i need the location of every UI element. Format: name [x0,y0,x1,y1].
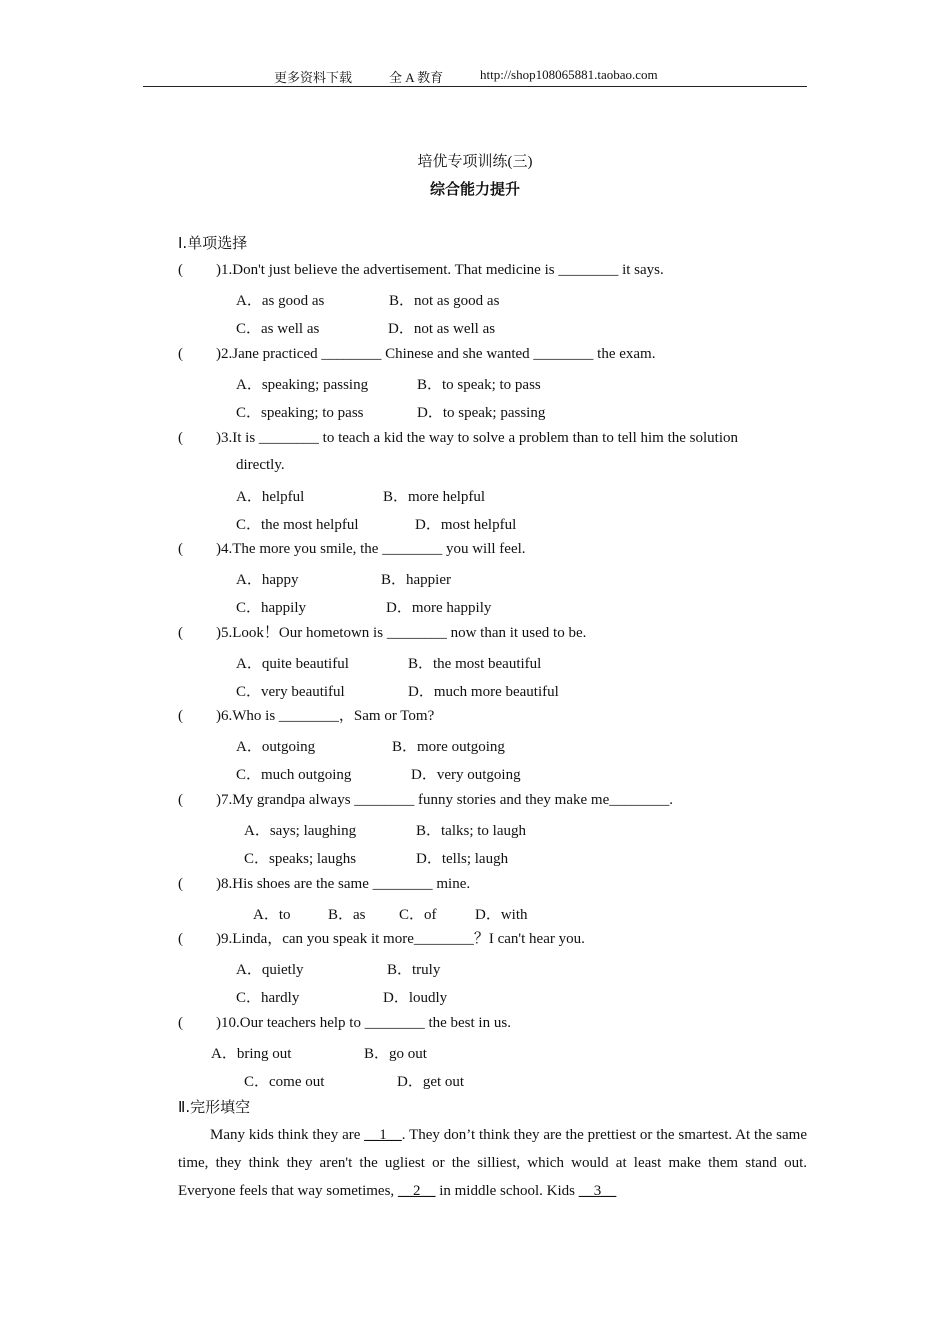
option-b: B．to speak; to pass [417,377,541,393]
answer-paren: ( [178,346,183,362]
option-a: A．quite beautiful [236,656,349,672]
option-d: D．with [475,907,528,923]
passage-text: Many kids think they are [210,1127,365,1143]
option-d: D．get out [397,1074,465,1090]
option-b: B．talks; to laugh [416,823,526,839]
option-b: B．truly [387,962,441,978]
answer-paren: ( [178,876,183,892]
option-c: C．speaks; laughs [244,851,357,867]
option-a: A．to [253,907,291,923]
option-c: C．very beautiful [236,684,345,700]
question-1 [178,256,808,284]
blank-1: __1__ [364,1127,402,1143]
question-2 [178,340,808,368]
document-subtitle: 综合能力提升 [429,180,520,198]
passage-text: in middle school. Kids [435,1183,579,1199]
question-stem: )1.Don't just believe the advertisement. That medicine is ________ it says. [216,262,664,278]
option-c: C．much outgoing [236,767,352,783]
question-stem-continuation: directly. [236,457,285,473]
answer-paren: ( [178,931,183,947]
question-4 [178,535,808,563]
question-3 [178,424,808,452]
option-c: C．the most helpful [236,517,359,533]
option-d: D．not as well as [388,321,496,337]
option-a: A．says; laughing [244,823,357,839]
question-stem: )3.It is ________ to teach a kid the way to solve a problem than to tell him the solution [216,430,738,446]
header-url-link[interactable]: http://shop108065881.taobao.com [480,67,658,82]
answer-paren: ( [178,625,183,641]
answer-paren: ( [178,708,183,724]
option-b: B．more helpful [383,489,486,505]
option-c: C．come out [244,1074,325,1090]
option-c: C．of [399,907,437,923]
option-d: D．much more beautiful [408,684,559,700]
option-b: B．more outgoing [392,739,505,755]
answer-paren: ( [178,430,183,446]
page-header [143,66,807,87]
answer-paren: ( [178,262,183,278]
passage-text: . They don’t think they are the prettiest or the smartest. At the same time, they think they aren't the ugliest or the silliest, which would at least make them stand out. Everyone feels that way sometimes, [178,1127,807,1199]
section-heading-cloze: Ⅱ.完形填空 [178,1098,251,1116]
option-c: C．speaking; to pass [236,405,364,421]
option-b: B．as [328,907,366,923]
cloze-passage [178,1121,807,1205]
question-stem: )7.My grandpa always ________ funny stories and they make me________. [216,792,673,808]
option-c: C．as well as [236,321,320,337]
question-10 [178,1009,808,1037]
question-8 [178,870,808,898]
option-a: A．quietly [236,962,304,978]
document-title: 培优专项训练(三) [417,154,533,170]
option-d: D．tells; laugh [416,851,509,867]
option-b: B．the most beautiful [408,656,542,672]
header-brand-text: 全 A 教育 [389,70,444,85]
option-d: D．to speak; passing [417,405,546,421]
answer-paren: ( [178,1015,183,1031]
question-stem: )5.Look！Our hometown is ________ now than it used to be. [216,625,587,641]
option-a: A．as good as [236,293,325,309]
option-c: C．happily [236,600,306,616]
option-a: A．happy [236,572,299,588]
question-stem: )2.Jane practiced ________ Chinese and she wanted ________ the exam. [216,346,656,362]
blank-2: __2__ [397,1183,436,1199]
option-c: C．hardly [236,990,300,1006]
option-b: B．happier [381,572,451,588]
answer-paren: ( [178,792,183,808]
question-stem: )10.Our teachers help to ________ the best in us. [216,1015,511,1031]
question-stem: )9.Linda，can you speak it more________？I can't hear you. [216,931,585,947]
header-download-text: 更多资料下载 [274,70,353,85]
option-a: A．outgoing [236,739,316,755]
question-stem: )6.Who is ________，Sam or Tom? [216,708,435,724]
option-d: D．loudly [383,990,448,1006]
blank-3: __3__ [578,1183,617,1199]
option-d: D．very outgoing [411,767,521,783]
question-7 [178,786,808,814]
question-stem: )4.The more you smile, the ________ you will feel. [216,541,526,557]
option-b: B．not as good as [389,293,500,309]
option-d: D．more happily [386,600,492,616]
option-d: D．most helpful [415,517,517,533]
option-a: A．bring out [211,1046,292,1062]
option-a: A．helpful [236,489,305,505]
question-6 [178,702,808,730]
question-5 [178,619,808,647]
option-a: A．speaking; passing [236,377,369,393]
question-9 [178,925,808,953]
answer-paren: ( [178,541,183,557]
option-b: B．go out [364,1046,427,1062]
question-stem: )8.His shoes are the same ________ mine. [216,876,471,892]
section-heading-single-choice: Ⅰ.单项选择 [178,234,248,252]
